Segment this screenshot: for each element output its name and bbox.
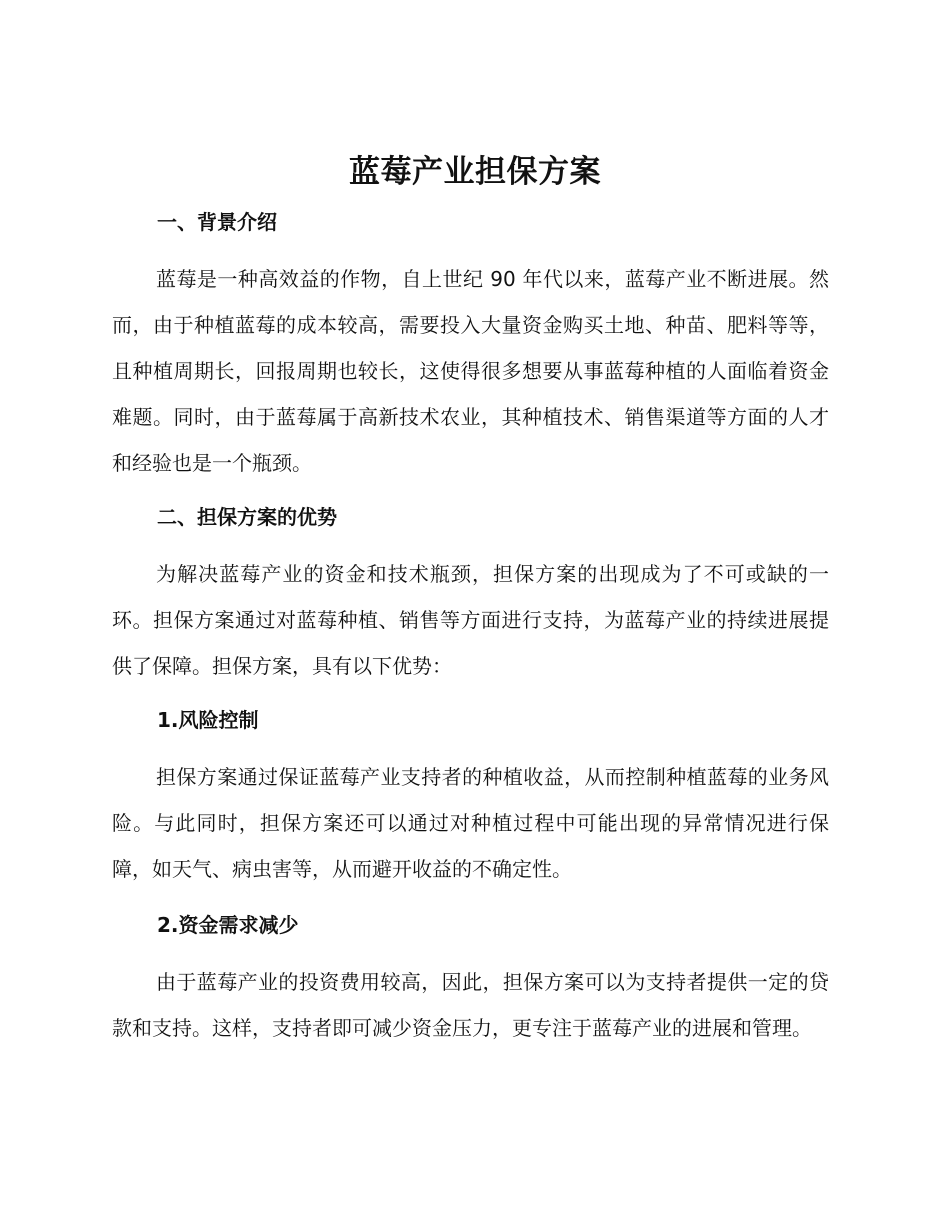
section-body-advantages: 为解决蓝莓产业的资金和技术瓶颈，担保方案的出现成为了不可或缺的一环。担保方案通过对蓝莓种植、销售等方面进行支持，为蓝莓产业的持续进展提供了保障。担保方案，具有以下优势：	[112, 562, 829, 678]
document-title: 蓝莓产业担保方案	[349, 154, 601, 190]
section-body-funding-reduction: 由于蓝莓产业的投资费用较高，因此，担保方案可以为支持者提供一定的贷款和支持。这样，支持者即可减少资金压力，更专注于蓝莓产业的进展和管理。	[112, 970, 829, 1040]
section-body-background: 蓝莓是一种高效益的作物，自上世纪 90 年代以来，蓝莓产业不断进展。然而，由于种植蓝莓的成本较高，需要投入大量资金购买土地、种苗、肥料等等，且种植周期长，回报周期也较长，这使得很多想要从事蓝莓种植的人面临着资金难题。同时，由于蓝莓属于高新技术农业，其种植技术、销售渠道等方面的人才和经验也是一个瓶颈。	[112, 267, 829, 475]
section-heading-funding-reduction: 2.资金需求减少	[157, 913, 299, 937]
section-heading-background: 一、背景介绍	[157, 210, 277, 234]
section-body-risk-control: 担保方案通过保证蓝莓产业支持者的种植收益，从而控制种植蓝莓的业务风险。与此同时，担保方案还可以通过对种植过程中可能出现的异常情况进行保障，如天气、病虫害等，从而避开收益的不确定性。	[112, 765, 829, 881]
section-heading-risk-control: 1.风险控制	[157, 708, 259, 732]
section-heading-advantages: 二、担保方案的优势	[157, 505, 337, 529]
